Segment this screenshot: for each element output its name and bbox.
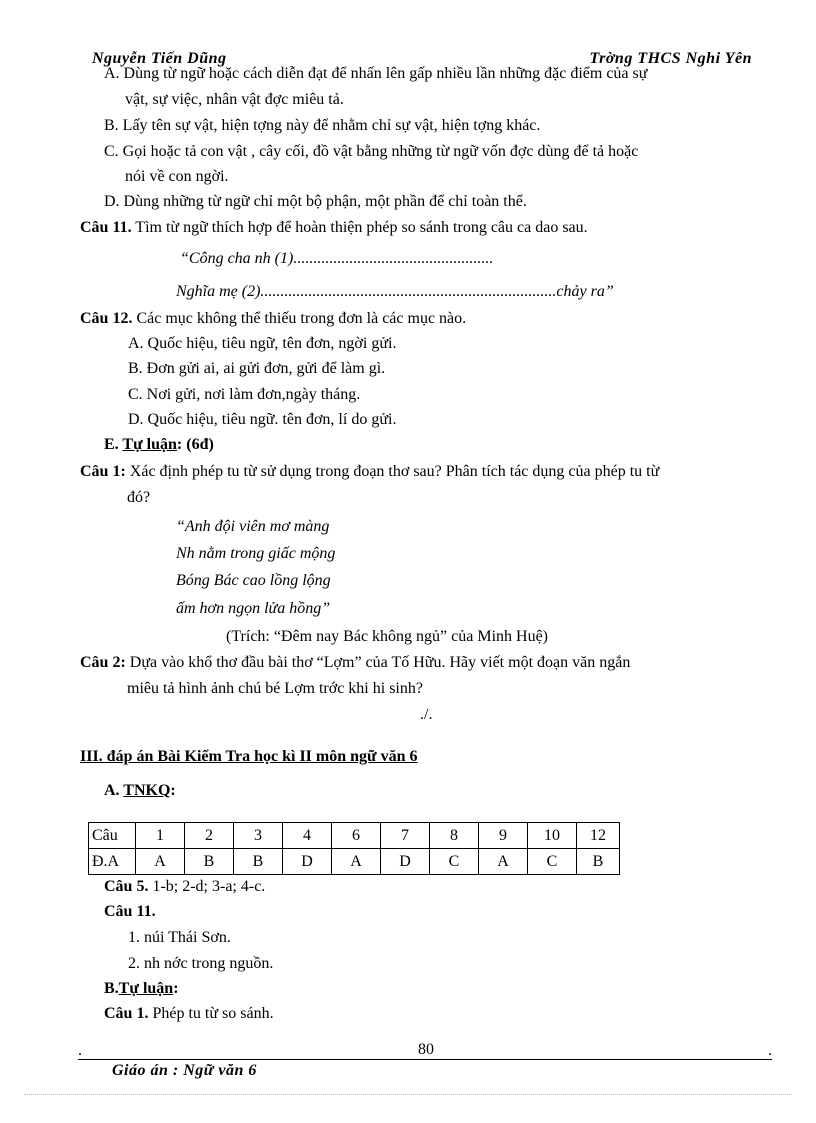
table-header-cell: 12 <box>577 823 620 849</box>
poem-line-1: “Anh đội viên mơ màng <box>176 518 330 535</box>
answer-table <box>88 822 620 875</box>
essay-points: : (6đ) <box>176 436 214 453</box>
essay-q2-label: Câu 2: <box>80 654 126 671</box>
table-header-cell: 7 <box>381 823 430 849</box>
q12-prompt <box>80 310 466 328</box>
table-answer-cell: B <box>185 849 234 875</box>
q12-option-c: C. Nơi gửi, nơi làm đơn,ngày tháng. <box>128 386 361 403</box>
essay-prefix: E. <box>104 436 123 453</box>
table-answer-cell: A <box>479 849 528 875</box>
q11-label: Câu 11. <box>80 219 132 236</box>
table-header-cell: 8 <box>430 823 479 849</box>
q12-option-d: D. Quốc hiệu, tiêu ngữ. tên đơn, lí do gửi. <box>128 411 397 428</box>
answer-c11-item1: 1. núi Thái Sơn. <box>128 929 231 946</box>
table-header-cell: 10 <box>528 823 577 849</box>
answers-section-a-suffix: : <box>170 782 176 799</box>
answer-b-c1 <box>104 1005 274 1023</box>
answer-b-c1-text: Phép tu từ so sánh. <box>148 1005 274 1022</box>
footer-subject: Giáo án : Ngữ văn 6 <box>112 1062 257 1079</box>
poem-citation: (Trích: “Đêm nay Bác không ngủ” của Minh Huệ) <box>226 628 548 645</box>
poem-line-3: Bóng Bác cao lồng lộng <box>176 572 331 589</box>
q10-option-d: D. Dùng những từ ngữ chỉ một bộ phận, một phần để chỉ toàn thể. <box>104 193 527 210</box>
essay-q2-text: Dựa vào khổ thơ đầu bài thơ “Lợm” của Tố Hữu. Hãy viết một đoạn văn ngắn <box>125 654 631 671</box>
q12-label: Câu 12. <box>80 310 133 327</box>
poem-line-2: Nh nằm trong giấc mộng <box>176 545 336 562</box>
answers-section-a <box>104 782 176 800</box>
table-answer-cell: C <box>528 849 577 875</box>
table-header-cell: 6 <box>332 823 381 849</box>
answers-section-b <box>104 980 179 998</box>
q11-text: Tìm từ ngữ thích hợp để hoàn thiện phép so sánh trong câu ca dao sau. <box>131 219 588 236</box>
table-header-cell: 9 <box>479 823 528 849</box>
answer-c5 <box>104 878 265 896</box>
q12-option-b: B. Đơn gửi ai, ai gửi đơn, gửi để làm gì. <box>128 360 386 377</box>
q12-option-a: A. Quốc hiệu, tiêu ngữ, tên đơn, ngời gửi. <box>128 335 397 352</box>
footer-rule <box>78 1059 772 1060</box>
answer-c11-item2: 2. nh nớc trong nguồn. <box>128 955 274 972</box>
table-header-cell: Câu <box>89 823 136 849</box>
essay-heading <box>104 436 214 454</box>
q10-option-b: B. Lấy tên sự vật, hiện tợng này để nhằm chỉ sự vật, hiện tợng khác. <box>104 117 541 134</box>
answer-c11-label: Câu 11. <box>104 903 156 920</box>
poem-line-4: ấm hơn ngọn lửa hồng” <box>176 600 331 617</box>
q10-option-c-line2: nói về con ngời. <box>125 168 229 185</box>
table-answer-cell: B <box>234 849 283 875</box>
q11-verse-line1: “Công cha nh (1).................................................. <box>180 250 494 267</box>
table-answer-cell: A <box>332 849 381 875</box>
answers-section-b-text: Tự luận <box>118 980 174 997</box>
table-answer-cell: Đ.A <box>89 849 136 875</box>
table-answer-cell: D <box>283 849 332 875</box>
q12-text: Các mục không thể thiếu trong đơn là các mục nào. <box>132 310 467 327</box>
answer-c5-label: Câu 5. <box>104 878 149 895</box>
page-bottom-border <box>24 1094 792 1095</box>
answers-title: III. đáp án Bài Kiểm Tra học kì II môn ngữ văn 6 <box>80 748 418 765</box>
essay-heading-text: Tự luận <box>122 436 177 453</box>
header-author: Nguyễn Tiến Dũng <box>92 50 227 67</box>
table-answer-cell: A <box>136 849 185 875</box>
essay-q1-line1 <box>80 463 659 481</box>
table-header-cell: 2 <box>185 823 234 849</box>
answers-section-a-prefix: A. <box>104 782 124 799</box>
table-answer-cell: D <box>381 849 430 875</box>
essay-q2-line1 <box>80 654 630 672</box>
answers-section-b-suffix: : <box>173 980 179 997</box>
table-header-cell: 4 <box>283 823 332 849</box>
table-header-cell: 1 <box>136 823 185 849</box>
table-header-cell: 3 <box>234 823 283 849</box>
answer-table-answer-row <box>89 849 620 875</box>
table-answer-cell: C <box>430 849 479 875</box>
end-mark: ./. <box>420 706 433 723</box>
page-number: 80 <box>418 1041 434 1058</box>
footer-left-dot: . <box>78 1042 82 1059</box>
essay-q2-line2: miêu tả hình ảnh chú bé Lợm trớc khi hi sinh? <box>127 680 423 697</box>
q11-verse-line2: Nghĩa mẹ (2)..........................................................................chảy ra” <box>176 283 614 300</box>
q10-option-c-line1: C. Gọi hoặc tả con vật , cây cối, đồ vật bằng những từ ngữ vốn đợc dùng để tả hoặc <box>104 143 639 160</box>
answers-section-b-prefix: B. <box>104 980 119 997</box>
header-school: Trờng THCS Nghi Yên <box>589 50 752 67</box>
q11-prompt <box>80 219 588 237</box>
essay-q1-line2: đó? <box>127 489 151 506</box>
table-answer-cell: B <box>577 849 620 875</box>
essay-q1-text: Xác định phép tu từ sử dụng trong đoạn thơ sau? Phân tích tác dụng của phép tu từ <box>125 463 660 480</box>
q10-option-a-line2: vật, sự việc, nhân vật đợc miêu tả. <box>125 91 344 108</box>
answer-c5-text: 1-b; 2-d; 3-a; 4-c. <box>148 878 266 895</box>
q10-option-a-line1: A. Dùng từ ngữ hoặc cách diễn đạt để nhấn lên gấp nhiều lần những đặc điểm của sự <box>104 65 648 82</box>
answer-table-header-row <box>89 823 620 849</box>
footer-right-dot: . <box>768 1042 772 1059</box>
essay-q1-label: Câu 1: <box>80 463 126 480</box>
answer-b-c1-label: Câu 1. <box>104 1005 149 1022</box>
answers-section-a-text: TNKQ <box>123 782 171 799</box>
